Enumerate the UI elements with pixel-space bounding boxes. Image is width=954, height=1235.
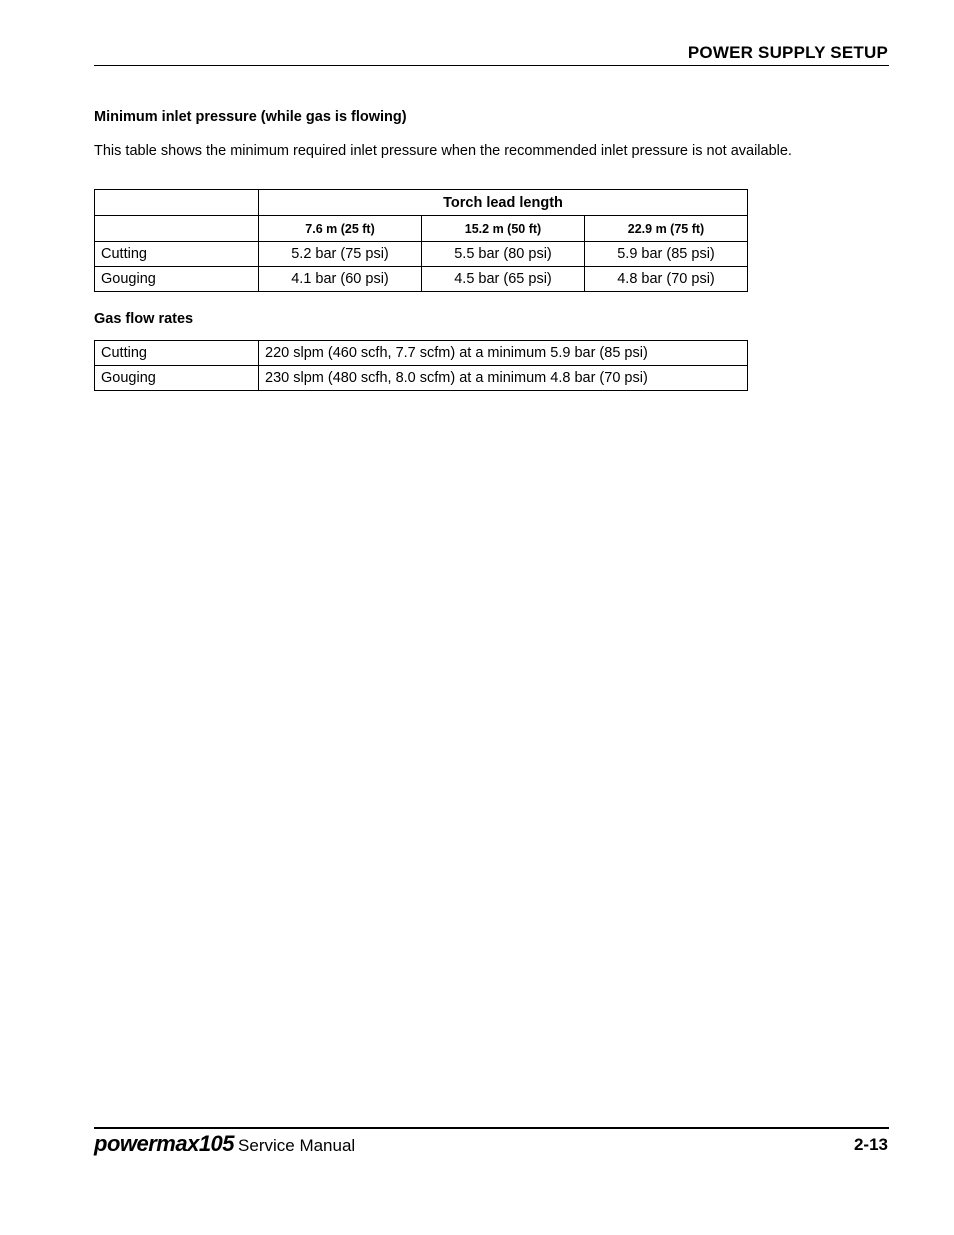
brand-logo: powermax105 [94,1131,235,1156]
row-label: Cutting [95,242,259,267]
table-cell: 4.5 bar (65 psi) [422,267,585,292]
footer-divider [94,1127,889,1129]
table-row [95,341,748,366]
flow-heading: Gas flow rates [94,311,194,327]
table-cell: 4.1 bar (60 psi) [259,267,422,292]
table-subheader-row [95,216,748,242]
table-cell: 5.2 bar (75 psi) [259,242,422,267]
footer-title [94,1131,355,1157]
inlet-pressure-table [94,189,748,292]
page-number: 2-13 [853,1135,888,1154]
manual-label: Service Manual [238,1136,356,1155]
table-cell: 220 slpm (460 scfh, 7.7 scfm) at a minimum 5.9 bar (85 psi) [259,341,748,366]
table-row [95,267,748,292]
row-label: Cutting [95,341,259,366]
table-header-row [95,190,748,216]
table-cell: 4.8 bar (70 psi) [585,267,748,292]
pressure-heading: Minimum inlet pressure (while gas is flowing) [94,109,407,125]
empty-header-cell [95,190,259,216]
empty-subheader-cell [95,216,259,242]
row-label: Gouging [95,366,259,391]
header-divider [94,65,889,66]
table-cell: 230 slpm (480 scfh, 8.0 scfm) at a minimum 4.8 bar (70 psi) [259,366,748,391]
row-label: Gouging [95,267,259,292]
torch-lead-length-header: Torch lead length [259,190,748,216]
column-header: 22.9 m (75 ft) [585,216,748,242]
table-cell: 5.5 bar (80 psi) [422,242,585,267]
table-row [95,242,748,267]
pressure-intro: This table shows the minimum required inlet pressure when the recommended inlet pressure is not available. [94,143,792,159]
table-cell: 5.9 bar (85 psi) [585,242,748,267]
gas-flow-table [94,340,748,391]
section-title: POWER SUPPLY SETUP [687,43,888,62]
table-row [95,366,748,391]
column-header: 15.2 m (50 ft) [422,216,585,242]
column-header: 7.6 m (25 ft) [259,216,422,242]
